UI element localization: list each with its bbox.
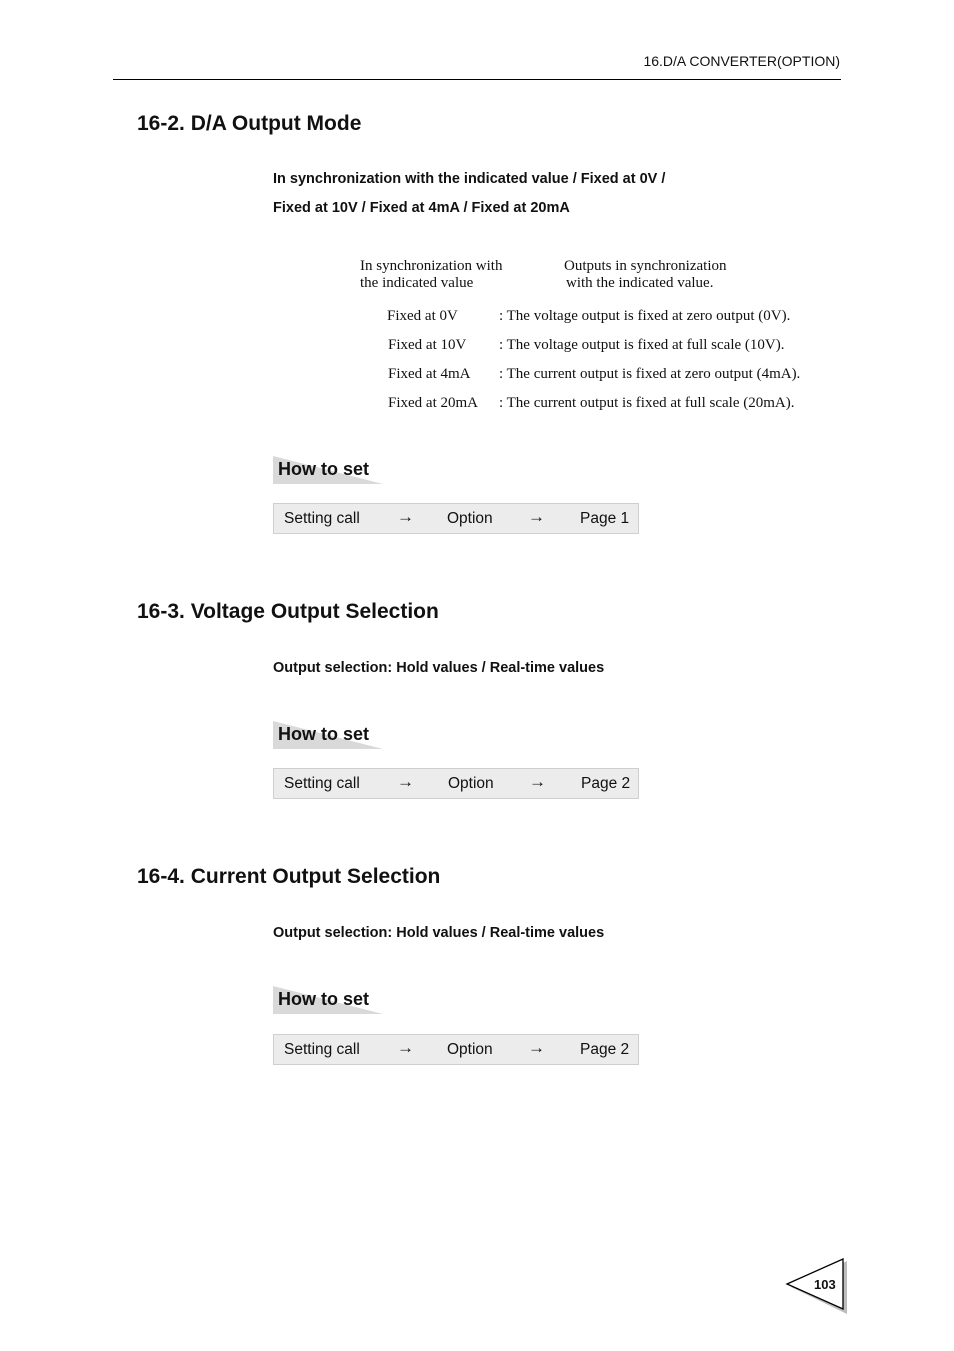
- current-output-description: Output selection: Hold values / Real-time values: [273, 925, 605, 941]
- path-step-page: Page 2: [580, 1041, 630, 1058]
- mode-description: : The current output is fixed at zero output (4mA).: [499, 366, 801, 382]
- path-step-option: Option: [447, 510, 493, 527]
- path-step-option: Option: [448, 775, 494, 792]
- path-step-page: Page 1: [580, 510, 630, 527]
- how-to-set-text: How to set: [278, 459, 370, 479]
- mode-term: Fixed at 4mA: [388, 366, 471, 382]
- mode-term: Fixed at 0V: [387, 308, 458, 324]
- voltage-output-description: Output selection: Hold values / Real-time values: [273, 660, 605, 676]
- settings-path: [273, 503, 639, 534]
- sync-term: [360, 258, 502, 292]
- section-title-output-mode: 16-2. D/A Output Mode: [137, 112, 362, 135]
- mode-description: : The voltage output is fixed at full scale (10V).: [499, 337, 785, 353]
- sync-desc-line1: Outputs in synchronization: [564, 258, 727, 274]
- header-rule: [113, 79, 841, 80]
- path-step-page: Page 2: [581, 775, 631, 792]
- sync-term-line2: the indicated value: [360, 275, 474, 291]
- page-number-badge: [784, 1258, 850, 1314]
- arrow-right-icon: →: [397, 772, 414, 791]
- sync-description: [564, 258, 726, 292]
- mode-term: Fixed at 10V: [388, 337, 467, 353]
- mode-term: Fixed at 20mA: [388, 395, 478, 411]
- path-step-setting-call: Setting call: [284, 1041, 360, 1058]
- path-step-setting-call: Setting call: [284, 775, 360, 792]
- arrow-right-icon: →: [528, 507, 545, 526]
- how-to-set-label: [273, 986, 383, 1014]
- mode-description: : The current output is fixed at full scale (20mA).: [499, 395, 795, 411]
- mode-description: : The voltage output is fixed at zero output (0V).: [499, 308, 791, 324]
- section-title-current-output: 16-4. Current Output Selection: [137, 865, 441, 888]
- arrow-right-icon: →: [397, 1038, 414, 1057]
- how-to-set-text: How to set: [278, 724, 370, 744]
- how-to-set-label: [273, 721, 383, 749]
- how-to-set-label: [273, 456, 383, 484]
- settings-path: [273, 768, 639, 799]
- running-header: 16.D/A CONVERTER(OPTION): [643, 53, 840, 69]
- output-mode-options-line1: In synchronization with the indicated value / Fixed at 0V /: [273, 171, 666, 187]
- sync-desc-line2: with the indicated value.: [566, 275, 714, 291]
- section-title-voltage-output: 16-3. Voltage Output Selection: [137, 600, 439, 623]
- path-step-setting-call: Setting call: [284, 510, 360, 527]
- path-step-option: Option: [447, 1041, 493, 1058]
- arrow-right-icon: →: [397, 507, 414, 526]
- arrow-right-icon: →: [528, 1038, 545, 1057]
- sync-term-line1: In synchronization with: [360, 258, 503, 274]
- how-to-set-text: How to set: [278, 989, 370, 1009]
- page-number: 103: [814, 1277, 836, 1292]
- settings-path: [273, 1034, 639, 1065]
- arrow-right-icon: →: [529, 772, 546, 791]
- output-mode-options-line2: Fixed at 10V / Fixed at 4mA / Fixed at 20mA: [273, 200, 570, 216]
